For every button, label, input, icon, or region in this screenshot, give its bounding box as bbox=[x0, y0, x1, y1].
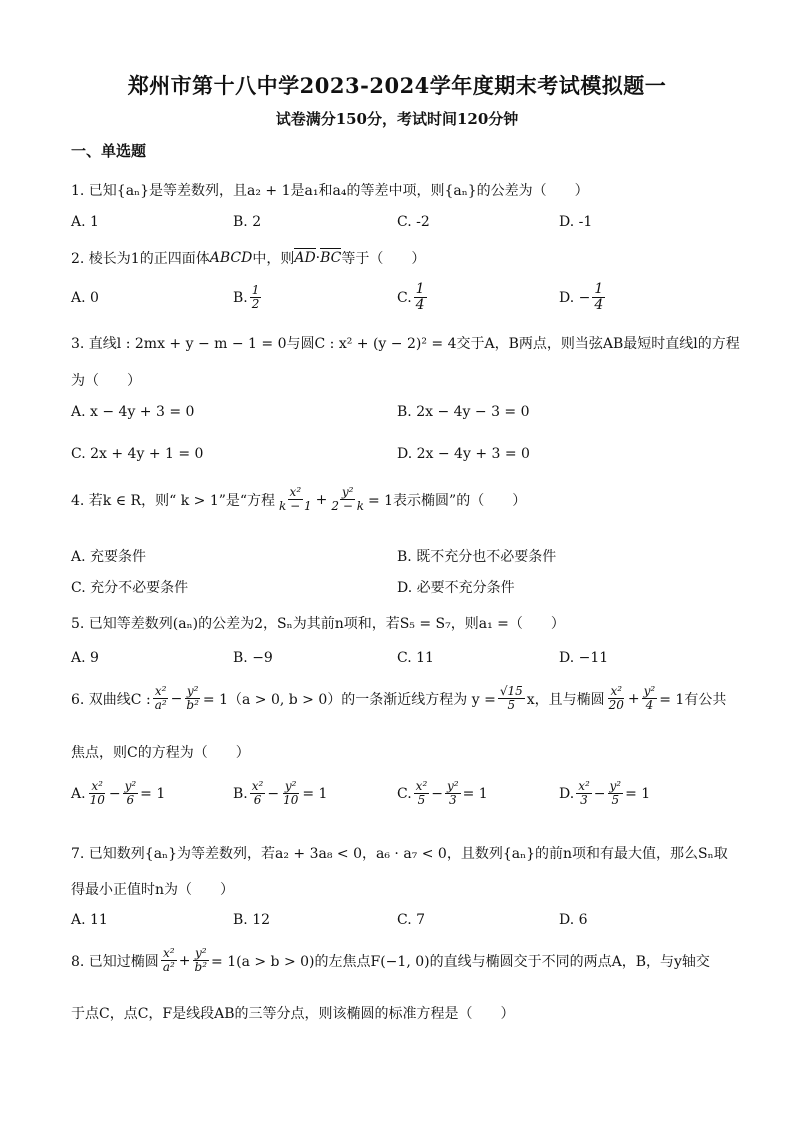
fraction-numerator: 1 bbox=[594, 281, 604, 297]
q3-option-c: C. 2x + 4y + 1 = 0 bbox=[71, 446, 204, 462]
q3-option-b: B. 2x − 4y − 3 = 0 bbox=[397, 404, 530, 420]
fraction-denominator: 4 bbox=[594, 297, 604, 314]
q2-option-c bbox=[397, 282, 429, 314]
page-title: 郑州市第十八中学2023-2024学年度期末考试模拟题一 bbox=[127, 73, 667, 98]
fraction-numerator: x² bbox=[289, 485, 302, 499]
fraction-numerator: y² bbox=[194, 946, 207, 960]
question-6-line-2: 焦点，则C的方程为（ ） bbox=[71, 745, 250, 761]
q2-option-b-label: B. bbox=[233, 289, 248, 306]
q5-option-a: A. 9 bbox=[71, 650, 99, 666]
q6-plus: + bbox=[627, 690, 640, 707]
question-7-line-1: 7. 已知数列{aₙ}为等差数列，若a₂ + 3a₈ < 0，a₆ · a₇ < 0，且数列{aₙ}的前n项和有最大值，那么Sₙ取 bbox=[71, 846, 728, 862]
q2-option-b-fraction bbox=[250, 284, 262, 311]
q2-vector-bc: BC bbox=[320, 250, 342, 266]
q6-option-a-eq: = 1 bbox=[140, 785, 166, 802]
q6-option-a-label: A. bbox=[71, 785, 86, 802]
q6-option-a bbox=[71, 780, 165, 807]
q2-option-c-label: C. bbox=[397, 289, 412, 306]
fraction-numerator: y² bbox=[341, 485, 354, 499]
question-3-line-2: 为（ ） bbox=[71, 373, 141, 389]
question-7-line-2: 得最小正值时n为（ ） bbox=[71, 882, 235, 898]
q4-option-d: D. 必要不充分条件 bbox=[397, 580, 515, 596]
fraction-denominator: a² bbox=[162, 960, 175, 975]
q6-option-c-label: C. bbox=[397, 785, 412, 802]
fraction-denominator: 10 bbox=[283, 793, 299, 808]
q6-text-mid: = 1（a > 0, b > 0）的一条渐近线方程为 y = bbox=[202, 691, 496, 708]
fraction-numerator: x² bbox=[91, 779, 103, 793]
q2-option-d bbox=[559, 282, 607, 314]
fraction-denominator: 10 bbox=[89, 793, 105, 808]
fraction-numerator: x² bbox=[251, 779, 264, 793]
q6-fraction-3 bbox=[498, 685, 525, 712]
fraction-denominator: 5 bbox=[417, 793, 426, 808]
fraction-denominator: 6 bbox=[253, 793, 262, 808]
q3-option-a: A. x − 4y + 3 = 0 bbox=[71, 404, 195, 420]
q5-option-b: B. −9 bbox=[233, 650, 273, 666]
q6-option-d-label: D. bbox=[559, 785, 575, 802]
question-4 bbox=[71, 486, 526, 513]
q8-text-post: = 1(a > b > 0)的左焦点F(−1, 0)的直线与椭圆交于不同的两点A，B，与y轴交 bbox=[211, 953, 710, 970]
fraction-numerator: y² bbox=[643, 684, 656, 698]
q6-option-b-minus: − bbox=[267, 785, 280, 802]
q6-option-a-fraction-2 bbox=[123, 780, 139, 807]
q2-text-mid: 中，则 bbox=[252, 251, 295, 267]
fraction-denominator: 3 bbox=[448, 793, 457, 808]
fraction-numerator: y² bbox=[609, 779, 622, 793]
fraction-denominator: b² bbox=[186, 698, 199, 713]
q6-option-b-eq: = 1 bbox=[302, 785, 328, 802]
q2-option-a: A. 0 bbox=[71, 290, 99, 306]
q2-vector-ad: AD bbox=[294, 250, 316, 266]
q1-option-d: D. -1 bbox=[559, 214, 593, 230]
question-8-line-1 bbox=[71, 947, 710, 974]
question-5: 5. 已知等差数列(aₙ)的公差为2，Sₙ为其前n项和，若S₅ = S₇，则a₁ =（ ） bbox=[71, 616, 565, 632]
question-8-line-2: 于点C，点C，F是线段AB的三等分点，则该椭圆的标准方程是（ ） bbox=[71, 1006, 515, 1022]
q2-option-b bbox=[233, 284, 263, 311]
fraction-numerator: x² bbox=[610, 684, 623, 698]
q6-option-c-fraction-1 bbox=[414, 780, 430, 807]
fraction-numerator: 1 bbox=[251, 283, 260, 297]
q6-fraction-2 bbox=[184, 685, 201, 712]
q4-text-post: = 1表示椭圆”的（ ） bbox=[367, 492, 527, 509]
q6-option-d bbox=[559, 780, 650, 807]
q8-plus: + bbox=[178, 952, 191, 969]
q5-option-d: D. −11 bbox=[559, 650, 609, 666]
q1-option-c: C. -2 bbox=[397, 214, 430, 230]
q3-option-d: D. 2x − 4y + 3 = 0 bbox=[397, 446, 530, 462]
q6-option-a-minus: − bbox=[108, 785, 121, 802]
q6-option-c-eq: = 1 bbox=[462, 785, 488, 802]
q6-minus: − bbox=[170, 690, 183, 707]
fraction-denominator: 4 bbox=[645, 698, 654, 713]
q5-option-c: C. 11 bbox=[397, 650, 434, 666]
fraction-denominator: 2 − k bbox=[331, 499, 364, 514]
question-6-line-1 bbox=[71, 685, 726, 712]
fraction-denominator: b² bbox=[194, 960, 208, 975]
q7-option-a: A. 11 bbox=[71, 912, 108, 928]
fraction-denominator: 20 bbox=[608, 698, 624, 713]
fraction-numerator: y² bbox=[186, 684, 199, 698]
fraction-denominator: k − 1 bbox=[279, 499, 312, 514]
fraction-numerator: 1 bbox=[415, 281, 425, 297]
fraction-denominator: 4 bbox=[415, 297, 425, 314]
q6-text-mid-2: x，且与椭圆 bbox=[526, 691, 605, 708]
q6-option-c bbox=[397, 780, 488, 807]
q2-tetra-name: ABCD bbox=[209, 250, 253, 266]
fraction-numerator: √15 bbox=[499, 684, 523, 698]
q6-fraction-4 bbox=[607, 685, 626, 712]
fraction-numerator: x² bbox=[415, 779, 428, 793]
q6-option-d-minus: − bbox=[593, 785, 606, 802]
q6-option-b bbox=[233, 780, 327, 807]
q7-option-b: B. 12 bbox=[233, 912, 271, 928]
question-2 bbox=[71, 248, 425, 268]
q4-option-c: C. 充分不必要条件 bbox=[71, 580, 189, 596]
fraction-denominator: 3 bbox=[580, 793, 588, 808]
q6-text-pre: 6. 双曲线C : bbox=[71, 691, 151, 708]
q4-text-pre: 4. 若k ∈ R，则“ k > 1”是“方程 bbox=[71, 492, 276, 509]
q6-option-d-eq: = 1 bbox=[625, 785, 651, 802]
q6-text-post: = 1有公共 bbox=[659, 691, 727, 708]
q6-option-b-label: B. bbox=[233, 785, 248, 802]
q2-option-d-fraction bbox=[592, 282, 605, 314]
q6-option-b-fraction-1 bbox=[250, 780, 266, 807]
q2-option-d-label: D. − bbox=[559, 289, 591, 306]
fraction-denominator: 2 bbox=[251, 297, 260, 312]
fraction-numerator: x² bbox=[154, 684, 167, 698]
q2-dot: · bbox=[315, 250, 321, 266]
fraction-numerator: y² bbox=[284, 779, 297, 793]
q2-text-pre: 2. 棱长为1的正四面体 bbox=[71, 251, 210, 267]
q1-option-a: A. 1 bbox=[71, 214, 99, 230]
q6-fraction-5 bbox=[642, 685, 658, 712]
q8-fraction-2 bbox=[193, 947, 210, 974]
question-1: 1. 已知{aₙ}是等差数列，且a₂ + 1是a₁和a₄的等差中项，则{aₙ}的公差为（ ） bbox=[71, 183, 589, 199]
q4-option-b: B. 既不充分也不必要条件 bbox=[397, 549, 557, 565]
q1-option-b: B. 2 bbox=[233, 214, 262, 230]
q4-option-a: A. 充要条件 bbox=[71, 549, 147, 565]
fraction-denominator: 5 bbox=[507, 698, 516, 713]
fraction-numerator: y² bbox=[124, 779, 137, 793]
q2-text-end: 等于（ ） bbox=[341, 251, 426, 267]
q6-fraction-1 bbox=[153, 685, 169, 712]
q6-option-a-fraction-1 bbox=[88, 780, 107, 807]
q6-option-d-fraction-2 bbox=[608, 780, 624, 807]
q8-text-pre: 8. 已知过椭圆 bbox=[71, 953, 159, 970]
q2-option-c-fraction bbox=[414, 282, 427, 314]
q4-fraction-2 bbox=[329, 486, 366, 513]
question-3-line-1: 3. 直线l : 2mx + y − m − 1 = 0与圆C : x² + (y − 2)² = 4交于A，B两点，则当弦AB最短时直线l的方程 bbox=[71, 336, 740, 352]
q4-plus: + bbox=[315, 491, 328, 508]
fraction-numerator: x² bbox=[578, 779, 590, 793]
q6-option-d-fraction-1 bbox=[576, 780, 592, 807]
q6-option-b-fraction-2 bbox=[281, 780, 300, 807]
q8-fraction-1 bbox=[161, 947, 177, 974]
section-heading: 一、单选题 bbox=[71, 142, 147, 160]
fraction-denominator: 5 bbox=[611, 793, 620, 808]
q6-option-c-minus: − bbox=[431, 785, 443, 802]
fraction-numerator: y² bbox=[446, 779, 459, 793]
q7-option-d: D. 6 bbox=[559, 912, 588, 928]
q4-fraction-1 bbox=[277, 486, 314, 513]
fraction-numerator: x² bbox=[163, 946, 175, 960]
page-subtitle: 试卷满分150分，考试时间120分钟 bbox=[275, 110, 519, 128]
fraction-denominator: a² bbox=[154, 698, 167, 713]
q6-option-c-fraction-2 bbox=[445, 780, 461, 807]
fraction-denominator: 6 bbox=[126, 793, 135, 808]
q7-option-c: C. 7 bbox=[397, 912, 426, 928]
